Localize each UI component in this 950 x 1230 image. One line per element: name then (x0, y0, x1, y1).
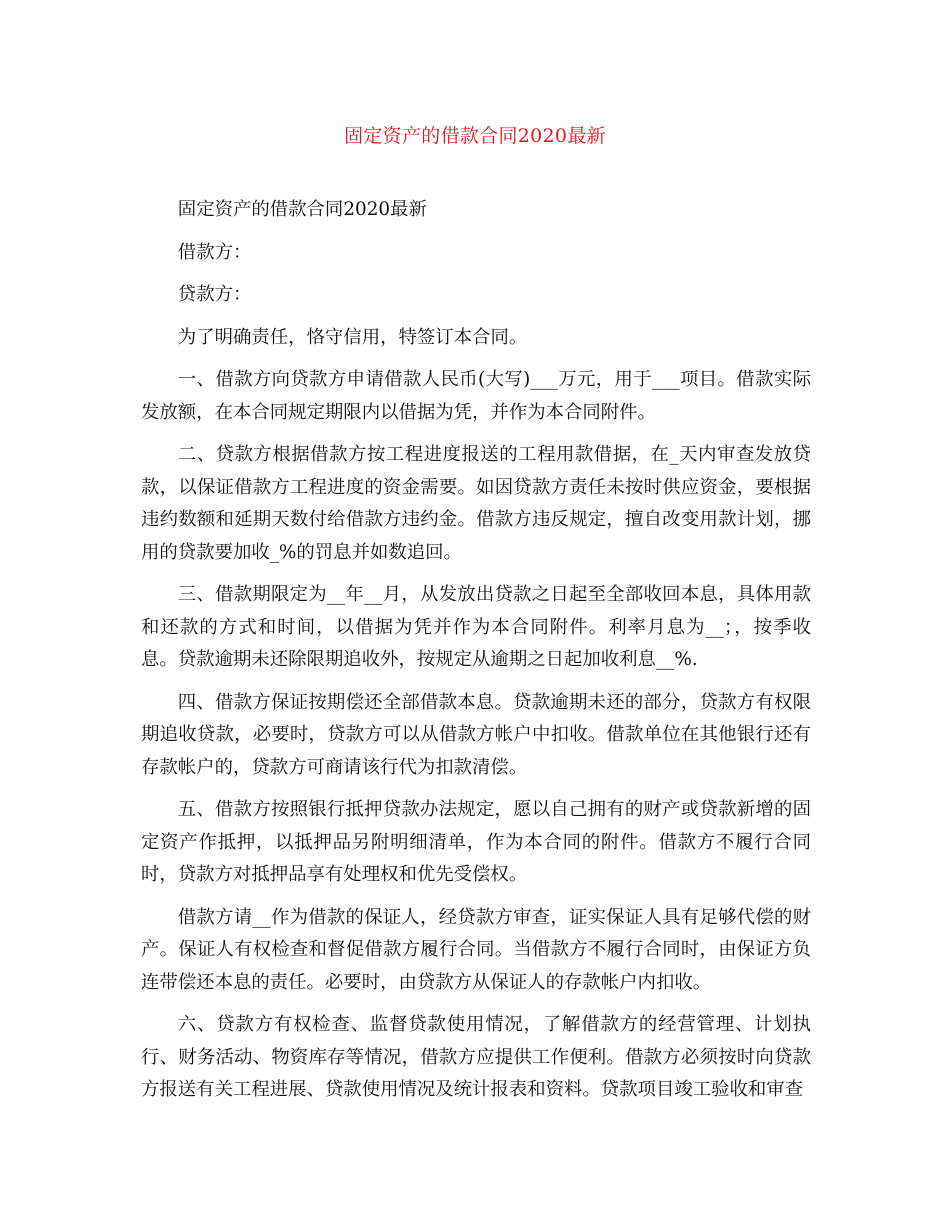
paragraph-clause-2: 二、贷款方根据借款方按工程进度报送的工程用款借据，在_天内审查发放贷款，以保证借款方工程进度的资金需要。如因贷款方责任未按时供应资金，要根据违约数额和延期天数付给借款方违约金。借款方违反规定，擅自改变用款计划，挪用的贷款要加收_%的罚息并如数追回。 (141, 444, 811, 563)
paragraph-clause-3: 三、借款期限定为__年__月，从发放出贷款之日起至全部收回本息，具体用款和还款的方式和时间，以借据为凭并作为本合同附件。利率月息为__；，按季收息。贷款逾期未还除限期追收外，按规定从逾期之日起加收利息__%. (141, 584, 811, 670)
paragraph-heading: 固定资产的借款合同2020最新 (177, 199, 427, 220)
paragraph-clause-5: 五、借款方按照银行抵押贷款办法规定，愿以自己拥有的财产或贷款新增的固定资产作抵押，以抵押品另附明细清单，作为本合同的附件。借款方不履行合同时，贷款方对抵押品享有处理权和优先受偿权。 (141, 799, 811, 885)
paragraph-guarantor: 借款方请__作为借款的保证人，经贷款方审查，证实保证人具有足够代偿的财产。保证人有权检查和督促借款方履行合同。当借款方不履行合同时，由保证方负连带偿还本息的责任。必要时，由贷款方从保证人的存款帐户内扣收。 (141, 906, 811, 993)
paragraph-lender: 贷款方： (177, 284, 252, 305)
document-title: 固定资产的借款合同2020最新 (344, 125, 606, 147)
paragraph-clause-1: 一、借款方向贷款方申请借款人民币(大写)___万元，用于___项目。借款实际发放额，在本合同规定期限内以借据为凭，并作为本合同附件。 (141, 369, 811, 423)
document-body (141, 194, 811, 1107)
paragraph-borrower: 借款方： (177, 241, 252, 263)
paragraph-clause-6: 六、贷款方有权检查、监督贷款使用情况，了解借款方的经营管理、计划执行、财务活动、物资库存等情况，借款方应提供工作便利。借款方必须按时向贷款方报送有关工程进展、贷款使用情况及统计报表和资料。贷款项目竣工验收和审查 (141, 1014, 811, 1100)
paragraph-clause-4: 四、借款方保证按期偿还全部借款本息。贷款逾期未还的部分，贷款方有权限期追收贷款，必要时，贷款方可以从借款方帐户中扣收。借款单位在其他银行还有存款帐户的，贷款方可商请该行代为扣款清偿。 (141, 691, 811, 778)
paragraph-preamble: 为了明确责任，恪守信用，特签订本合同。 (177, 326, 528, 348)
